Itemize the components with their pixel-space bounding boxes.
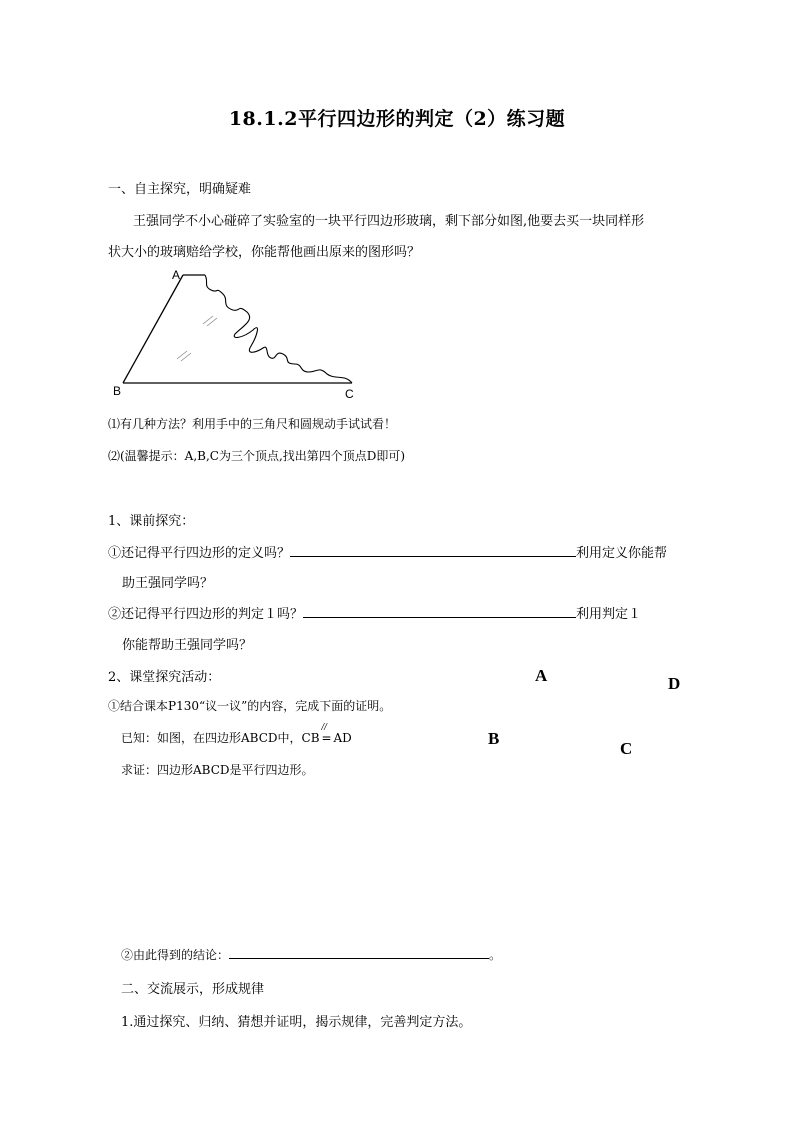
question-2: ⑵(温馨提示：A,B,C为三个顶点,找出第四个顶点D即可): [108, 449, 406, 463]
activity-instruction: ①结合课本P130“议一议”的内容，完成下面的证明。: [108, 699, 392, 713]
definition-answer-blank[interactable]: [290, 544, 576, 557]
edge-ab: [123, 275, 183, 383]
section-heading-explore: 一、自主探究，明确疑难: [108, 182, 252, 197]
conclusion-line: [121, 946, 501, 963]
prove-statement: 求证：四边形ABCD是平行四边形。: [121, 763, 314, 777]
vertex-label-c: C: [345, 387, 354, 401]
figure2-label-b: B: [488, 729, 500, 748]
question-1: ⑴有几种方法？利用手中的三角尺和圆规动手试试看！: [108, 417, 397, 431]
broken-edge: [205, 275, 352, 383]
figure2-label-c: C: [620, 739, 633, 758]
criterion-answer-blank[interactable]: [303, 605, 576, 618]
exchange-item-1: 1.通过探究、归纳、猜想并证明，揭示规律，完善判定方法。: [121, 1015, 472, 1030]
parallel-equal-symbol: // =: [321, 722, 332, 745]
given-text: 已知：如图，在四边形ABCD中，CB: [121, 731, 320, 745]
conclusion-answer-blank[interactable]: [229, 946, 489, 959]
criterion-followup-text: 利用判定１: [576, 607, 642, 622]
criterion-question-continued: 你能帮助王强同学吗？: [122, 638, 253, 653]
definition-question-continued: 助王强同学吗？: [122, 576, 214, 591]
problem-text-line-2: 状大小的玻璃赔给学校，你能帮他画出原来的图形吗？: [108, 245, 421, 260]
section-heading-exchange: 二、交流展示，形成规律: [121, 982, 265, 997]
given-statement: [121, 722, 352, 746]
definition-question-text: ①还记得平行四边形的定义吗？: [108, 546, 291, 561]
broken-glass-figure: [105, 264, 365, 404]
vertex-label-b: B: [113, 384, 122, 398]
figure2-label-a: A: [535, 666, 548, 685]
conclusion-text: ②由此得到的结论：: [121, 948, 230, 962]
criterion-question: [108, 603, 641, 622]
section-heading-activity: 2、课堂探究活动：: [108, 670, 221, 685]
page-title: 18.1.2平行四边形的判定（2）练习题: [228, 108, 566, 130]
definition-followup-text: 利用定义你能帮: [576, 546, 668, 561]
vertex-label-a: A: [172, 268, 181, 282]
given-segment: AD: [333, 731, 352, 745]
section-heading-preview: 1、课前探究：: [108, 514, 195, 529]
problem-text-line-1: 王强同学不小心碰碎了实验室的一块平行四边形玻璃，剩下部分如图,他要去买一块同样形: [133, 214, 645, 229]
criterion-question-text: ②还记得平行四边形的判定１吗？: [108, 607, 304, 622]
figure2-label-d: D: [668, 674, 681, 693]
conclusion-end: 。: [489, 948, 502, 962]
definition-question: [108, 542, 667, 561]
